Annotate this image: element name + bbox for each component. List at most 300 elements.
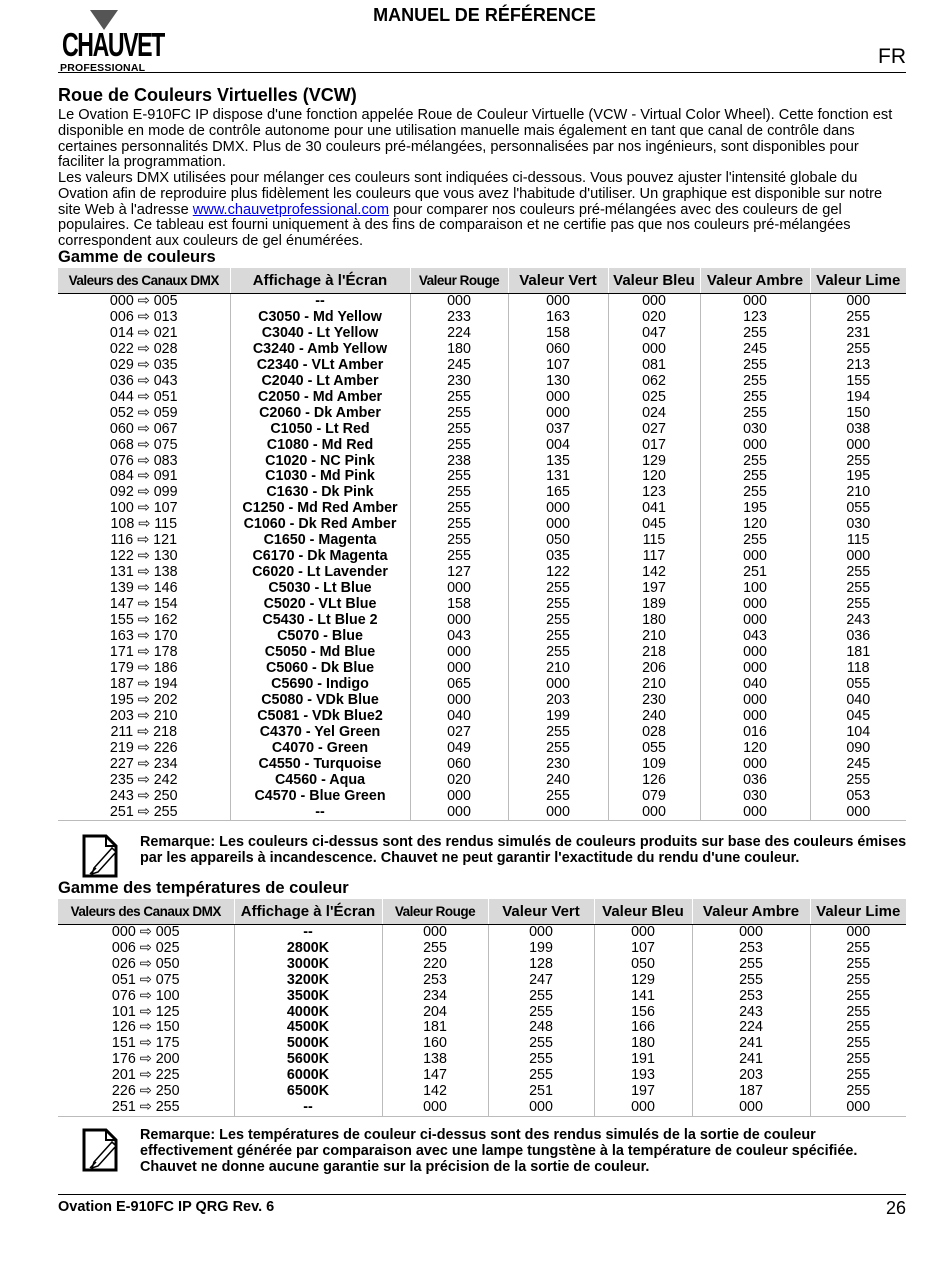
value-cell: 120 bbox=[700, 741, 810, 757]
display-name-cell: C5081 - VDk Blue2 bbox=[230, 709, 410, 725]
value-cell: 255 bbox=[410, 517, 508, 533]
value-cell: 255 bbox=[846, 596, 871, 613]
value-cell: 255 bbox=[410, 406, 508, 422]
display-name-cell: 4000K bbox=[234, 1005, 382, 1021]
value-cell: 000 bbox=[382, 925, 488, 941]
value-cell: 255 bbox=[846, 1003, 871, 1020]
value-cell: 255 bbox=[508, 597, 608, 613]
value-cell: 065 bbox=[410, 677, 508, 693]
temps-table bbox=[58, 899, 906, 1117]
table-row bbox=[58, 789, 906, 805]
dmx-range-cell: 151 ⇨ 175 bbox=[58, 1036, 234, 1052]
value-cell: 255 bbox=[846, 564, 871, 581]
value-cell: 163 bbox=[508, 310, 608, 326]
logo-text: CHAUVET bbox=[62, 26, 164, 63]
logo-subtitle: PROFESSIONAL bbox=[60, 62, 146, 74]
value-cell: 120 bbox=[700, 517, 810, 533]
value-cell: 130 bbox=[508, 374, 608, 390]
value-cell: 206 bbox=[608, 661, 700, 677]
value-cell: 115 bbox=[608, 533, 700, 549]
value-cell: 255 bbox=[846, 580, 871, 597]
value-cell: 255 bbox=[700, 469, 810, 485]
value-cell: 255 bbox=[508, 645, 608, 661]
value-cell: 040 bbox=[700, 677, 810, 693]
dmx-range-cell: 108 ⇨ 115 bbox=[58, 517, 230, 533]
table-row bbox=[58, 677, 906, 693]
website-link[interactable]: www.chauvetprofessional.com bbox=[192, 201, 390, 218]
value-cell: 062 bbox=[608, 374, 700, 390]
dmx-range-cell: 022 ⇨ 028 bbox=[58, 342, 230, 358]
note-pencil-icon bbox=[80, 834, 120, 878]
value-cell: 166 bbox=[594, 1020, 692, 1036]
value-cell: 000 bbox=[692, 925, 810, 941]
value-cell: 189 bbox=[608, 597, 700, 613]
value-cell: 000 bbox=[810, 1100, 906, 1116]
display-name-cell: C1020 - NC Pink bbox=[230, 454, 410, 470]
dmx-range-cell: 060 ⇨ 067 bbox=[58, 422, 230, 438]
value-cell: 218 bbox=[608, 645, 700, 661]
value-cell: 230 bbox=[508, 757, 608, 773]
value-cell: 040 bbox=[410, 709, 508, 725]
colors-table-body bbox=[58, 294, 906, 821]
value-cell: 255 bbox=[700, 406, 810, 422]
value-cell: 053 bbox=[846, 787, 871, 804]
value-cell: 255 bbox=[846, 1035, 871, 1052]
column-header: Affichage à l'Écran bbox=[230, 268, 410, 294]
value-cell: 158 bbox=[508, 326, 608, 342]
value-cell: 024 bbox=[608, 406, 700, 422]
table-row bbox=[58, 454, 906, 470]
display-name-cell: C1080 - Md Red bbox=[230, 438, 410, 454]
table-row bbox=[58, 757, 906, 773]
value-cell: 181 bbox=[382, 1020, 488, 1036]
value-cell: 197 bbox=[608, 581, 700, 597]
display-name-cell: C5030 - Lt Blue bbox=[230, 581, 410, 597]
column-header: Valeur Lime bbox=[810, 899, 906, 925]
value-cell: 204 bbox=[382, 1005, 488, 1021]
dmx-paragraph bbox=[58, 171, 908, 250]
table-row bbox=[58, 406, 906, 422]
value-cell: 180 bbox=[608, 613, 700, 629]
value-cell: 253 bbox=[692, 989, 810, 1005]
dmx-range-cell: 006 ⇨ 025 bbox=[58, 941, 234, 957]
table-row bbox=[58, 973, 906, 989]
value-cell: 203 bbox=[692, 1068, 810, 1084]
dmx-range-cell: 051 ⇨ 075 bbox=[58, 973, 234, 989]
value-cell: 224 bbox=[410, 326, 508, 342]
value-cell: 000 bbox=[410, 805, 508, 821]
column-header: Valeur Ambre bbox=[700, 268, 810, 294]
value-cell: 141 bbox=[594, 989, 692, 1005]
value-cell: 255 bbox=[846, 955, 871, 972]
value-cell: 079 bbox=[608, 789, 700, 805]
table-row bbox=[58, 645, 906, 661]
display-name-cell: C3240 - Amb Yellow bbox=[230, 342, 410, 358]
column-header: Valeur Bleu bbox=[608, 268, 700, 294]
value-cell: 030 bbox=[846, 516, 871, 533]
table-row bbox=[58, 422, 906, 438]
value-cell: 081 bbox=[608, 358, 700, 374]
dmx-range-cell: 076 ⇨ 100 bbox=[58, 989, 234, 1005]
value-cell: 155 bbox=[846, 372, 871, 389]
value-cell: 203 bbox=[508, 693, 608, 709]
display-name-cell: C6170 - Dk Magenta bbox=[230, 549, 410, 565]
value-cell: 000 bbox=[846, 548, 871, 565]
dmx-range-cell: 179 ⇨ 186 bbox=[58, 661, 230, 677]
value-cell: 255 bbox=[846, 1051, 871, 1068]
value-cell: 255 bbox=[700, 374, 810, 390]
value-cell: 126 bbox=[608, 773, 700, 789]
table-row bbox=[58, 1005, 906, 1021]
display-name-cell: C3050 - Md Yellow bbox=[230, 310, 410, 326]
value-cell: 255 bbox=[508, 629, 608, 645]
value-cell: 000 bbox=[608, 294, 700, 310]
value-cell: 220 bbox=[382, 957, 488, 973]
page-header-title: MANUEL DE RÉFÉRENCE bbox=[373, 5, 596, 25]
value-cell: 000 bbox=[488, 1100, 594, 1116]
page-number: 26 bbox=[885, 1198, 906, 1218]
dmx-range-cell: 176 ⇨ 200 bbox=[58, 1052, 234, 1068]
display-name-cell: 3500K bbox=[234, 989, 382, 1005]
temps-table-body bbox=[58, 925, 906, 1117]
value-cell: 142 bbox=[608, 565, 700, 581]
value-cell: 115 bbox=[846, 532, 870, 549]
value-cell: 255 bbox=[692, 973, 810, 989]
value-cell: 255 bbox=[410, 533, 508, 549]
column-header: Valeur Ambre bbox=[692, 899, 810, 925]
value-cell: 147 bbox=[382, 1068, 488, 1084]
value-cell: 199 bbox=[508, 709, 608, 725]
value-cell: 004 bbox=[508, 438, 608, 454]
display-name-cell: 6500K bbox=[234, 1084, 382, 1100]
value-cell: 255 bbox=[410, 438, 508, 454]
column-header: Valeurs des Canaux DMX bbox=[58, 268, 230, 294]
value-cell: 000 bbox=[410, 581, 508, 597]
dmx-paragraph-text-end: pour comparer nos couleurs pré-mélangées avec des couleurs de gel populaires. Ce tableau est fourni uniquement à des fins de comparaison et ne certifie pas que nos couleurs pré-mélangées correspondent aux couleurs de gel énumérées. bbox=[58, 201, 851, 250]
value-cell: 017 bbox=[608, 438, 700, 454]
value-cell: 251 bbox=[488, 1084, 594, 1100]
display-name-cell: C5060 - Dk Blue bbox=[230, 661, 410, 677]
value-cell: 230 bbox=[410, 374, 508, 390]
value-cell: 104 bbox=[846, 723, 871, 740]
value-cell: 240 bbox=[508, 773, 608, 789]
value-cell: 241 bbox=[692, 1036, 810, 1052]
value-cell: 255 bbox=[700, 326, 810, 342]
dmx-range-cell: 101 ⇨ 125 bbox=[58, 1005, 234, 1021]
header-divider bbox=[58, 72, 906, 73]
dmx-range-cell: 084 ⇨ 091 bbox=[58, 469, 230, 485]
dmx-range-cell: 014 ⇨ 021 bbox=[58, 326, 230, 342]
display-name-cell: C1060 - Dk Red Amber bbox=[230, 517, 410, 533]
value-cell: 129 bbox=[594, 973, 692, 989]
note-1-text: Remarque: Les couleurs ci-dessus sont des rendus simulés de couleurs produits sur base des couleurs émises par les appareils à incandescence. Chauvet ne peut garantir l'exactitude du rendu d'une couleur. bbox=[140, 834, 907, 866]
display-name-cell: C5080 - VDk Blue bbox=[230, 693, 410, 709]
dmx-range-cell: 116 ⇨ 121 bbox=[58, 533, 230, 549]
value-cell: 000 bbox=[382, 1100, 488, 1116]
value-cell: 253 bbox=[382, 973, 488, 989]
table-row bbox=[58, 549, 906, 565]
value-cell: 245 bbox=[700, 342, 810, 358]
display-name-cell: C2040 - Lt Amber bbox=[230, 374, 410, 390]
value-cell: 213 bbox=[846, 356, 871, 373]
table-row bbox=[58, 805, 906, 821]
column-header: Valeur Bleu bbox=[594, 899, 692, 925]
value-cell: 123 bbox=[608, 485, 700, 501]
dmx-range-cell: 211 ⇨ 218 bbox=[58, 725, 230, 741]
value-cell: 000 bbox=[508, 390, 608, 406]
value-cell: 255 bbox=[410, 485, 508, 501]
dmx-paragraph-text: Les valeurs DMX utilisées pour mélanger ces couleurs sont indiquées ci-dessous. Vous pouvez ajuster l'intensité globale du Ovation afin de reproduire plus fidèlement les couleurs que vous avez l'habitude d'utiliser. Un graphique est disponible sur notre site Web à l'adresse bbox=[58, 170, 883, 218]
value-cell: 255 bbox=[700, 485, 810, 501]
table-row bbox=[58, 941, 906, 957]
value-cell: 020 bbox=[410, 773, 508, 789]
table-row bbox=[58, 310, 906, 326]
dmx-range-cell: 187 ⇨ 194 bbox=[58, 677, 230, 693]
value-cell: 100 bbox=[700, 581, 810, 597]
value-cell: 230 bbox=[608, 693, 700, 709]
note-2-text: Remarque: Les températures de couleur ci-dessus sont des rendus simulés de la sortie de couleur effectivement générée par comparaison avec une lampe tungstène à la température de couleur spécifiée. Chauvet ne donne aucune garantie sur la précision de la sortie de couleur. bbox=[140, 1127, 858, 1175]
value-cell: 165 bbox=[508, 485, 608, 501]
table-row bbox=[58, 925, 906, 941]
value-cell: 194 bbox=[846, 388, 871, 405]
value-cell: 255 bbox=[488, 1068, 594, 1084]
value-cell: 000 bbox=[700, 294, 810, 310]
value-cell: 035 bbox=[508, 549, 608, 565]
value-cell: 181 bbox=[846, 643, 871, 660]
table-row bbox=[58, 773, 906, 789]
display-name-cell: -- bbox=[234, 1100, 382, 1116]
table-row bbox=[58, 957, 906, 973]
dmx-range-cell: 126 ⇨ 150 bbox=[58, 1020, 234, 1036]
display-name-cell: C2060 - Dk Amber bbox=[230, 406, 410, 422]
value-cell: 210 bbox=[508, 661, 608, 677]
value-cell: 158 bbox=[410, 597, 508, 613]
value-cell: 000 bbox=[700, 805, 810, 821]
display-name-cell: C5050 - Md Blue bbox=[230, 645, 410, 661]
display-name-cell: 2800K bbox=[234, 941, 382, 957]
value-cell: 180 bbox=[410, 342, 508, 358]
value-cell: 255 bbox=[410, 501, 508, 517]
dmx-range-cell: 036 ⇨ 043 bbox=[58, 374, 230, 390]
table-row bbox=[58, 342, 906, 358]
value-cell: 210 bbox=[846, 484, 871, 501]
value-cell: 238 bbox=[410, 454, 508, 470]
temps-table-header bbox=[58, 899, 906, 925]
table-row bbox=[58, 693, 906, 709]
column-header: Valeur Vert bbox=[508, 268, 608, 294]
value-cell: 255 bbox=[508, 581, 608, 597]
value-cell: 036 bbox=[700, 773, 810, 789]
value-cell: 255 bbox=[846, 340, 871, 357]
value-cell: 199 bbox=[488, 941, 594, 957]
value-cell: 255 bbox=[410, 549, 508, 565]
table-row bbox=[58, 597, 906, 613]
value-cell: 000 bbox=[700, 438, 810, 454]
section-title: Roue de Couleurs Virtuelles (VCW) bbox=[58, 85, 357, 105]
column-header: Valeur Vert bbox=[488, 899, 594, 925]
value-cell: 000 bbox=[700, 757, 810, 773]
display-name-cell: 3200K bbox=[234, 973, 382, 989]
value-cell: 000 bbox=[700, 613, 810, 629]
display-name-cell: -- bbox=[230, 805, 410, 821]
value-cell: 038 bbox=[846, 420, 871, 437]
table-row bbox=[58, 358, 906, 374]
table-row bbox=[58, 501, 906, 517]
value-cell: 055 bbox=[608, 741, 700, 757]
value-cell: 090 bbox=[846, 739, 871, 756]
value-cell: 255 bbox=[508, 741, 608, 757]
intro-paragraph: Le Ovation E-910FC IP dispose d'une fonction appelée Roue de Couleur Virtuelle (VCW - Virtual Color Wheel). Cette fonction est disponible en mode de contrôle autonome pour une utilisation manuelle mais également en tant que canal de contrôle dans certaines personnalités DMX. Plus de 30 couleurs pré-mélangées, personnalisées par nos ingénieurs, sont disponibles pour faciliter la programmation. bbox=[58, 107, 893, 171]
dmx-range-cell: 026 ⇨ 050 bbox=[58, 957, 234, 973]
dmx-range-cell: 006 ⇨ 013 bbox=[58, 310, 230, 326]
dmx-range-cell: 171 ⇨ 178 bbox=[58, 645, 230, 661]
value-cell: 000 bbox=[692, 1100, 810, 1116]
language-code: FR bbox=[878, 45, 906, 68]
display-name-cell: 5000K bbox=[234, 1036, 382, 1052]
value-cell: 000 bbox=[810, 805, 906, 821]
display-name-cell: -- bbox=[230, 294, 410, 310]
value-cell: 045 bbox=[608, 517, 700, 533]
dmx-range-cell: 251 ⇨ 255 bbox=[58, 1100, 234, 1116]
value-cell: 255 bbox=[508, 789, 608, 805]
value-cell: 000 bbox=[488, 925, 594, 941]
dmx-range-cell: 029 ⇨ 035 bbox=[58, 358, 230, 374]
value-cell: 000 bbox=[410, 789, 508, 805]
table-row bbox=[58, 741, 906, 757]
value-cell: 150 bbox=[846, 404, 871, 421]
display-name-cell: C1030 - Md Pink bbox=[230, 469, 410, 485]
value-cell: 247 bbox=[488, 973, 594, 989]
table-row bbox=[58, 485, 906, 501]
value-cell: 000 bbox=[508, 501, 608, 517]
value-cell: 020 bbox=[608, 310, 700, 326]
table-row bbox=[58, 517, 906, 533]
value-cell: 255 bbox=[508, 613, 608, 629]
display-name-cell: C2050 - Md Amber bbox=[230, 390, 410, 406]
value-cell: 255 bbox=[410, 469, 508, 485]
value-cell: 255 bbox=[846, 987, 871, 1004]
table-row bbox=[58, 709, 906, 725]
column-header: Valeurs des Canaux DMX bbox=[58, 899, 234, 925]
value-cell: 135 bbox=[508, 454, 608, 470]
table-row bbox=[58, 374, 906, 390]
footer-divider bbox=[58, 1194, 906, 1195]
display-name-cell: C5690 - Indigo bbox=[230, 677, 410, 693]
value-cell: 000 bbox=[508, 294, 608, 310]
table-row bbox=[58, 725, 906, 741]
value-cell: 241 bbox=[692, 1052, 810, 1068]
dmx-range-cell: 000 ⇨ 005 bbox=[58, 294, 230, 310]
value-cell: 195 bbox=[846, 468, 871, 485]
value-cell: 251 bbox=[700, 565, 810, 581]
value-cell: 028 bbox=[608, 725, 700, 741]
table-row bbox=[58, 469, 906, 485]
table-row bbox=[58, 581, 906, 597]
colors-table bbox=[58, 268, 906, 821]
value-cell: 107 bbox=[508, 358, 608, 374]
display-name-cell: C1650 - Magenta bbox=[230, 533, 410, 549]
value-cell: 231 bbox=[846, 324, 871, 341]
display-name-cell: C4070 - Green bbox=[230, 741, 410, 757]
display-name-cell: 4500K bbox=[234, 1020, 382, 1036]
value-cell: 050 bbox=[594, 957, 692, 973]
value-cell: 127 bbox=[410, 565, 508, 581]
colors-table-title: Gamme de couleurs bbox=[58, 248, 216, 266]
table-row bbox=[58, 1036, 906, 1052]
display-name-cell: C4370 - Yel Green bbox=[230, 725, 410, 741]
value-cell: 255 bbox=[846, 939, 871, 956]
value-cell: 000 bbox=[410, 693, 508, 709]
dmx-range-cell: 122 ⇨ 130 bbox=[58, 549, 230, 565]
table-row bbox=[58, 533, 906, 549]
temps-table-title: Gamme des températures de couleur bbox=[58, 879, 349, 897]
value-cell: 000 bbox=[594, 1100, 692, 1116]
display-name-cell: C5430 - Lt Blue 2 bbox=[230, 613, 410, 629]
table-row bbox=[58, 661, 906, 677]
display-name-cell: C3040 - Lt Yellow bbox=[230, 326, 410, 342]
column-header: Affichage à l'Écran bbox=[234, 899, 382, 925]
value-cell: 000 bbox=[700, 549, 810, 565]
value-cell: 000 bbox=[700, 709, 810, 725]
dmx-range-cell: 163 ⇨ 170 bbox=[58, 629, 230, 645]
dmx-range-cell: 139 ⇨ 146 bbox=[58, 581, 230, 597]
value-cell: 253 bbox=[692, 941, 810, 957]
value-cell: 240 bbox=[608, 709, 700, 725]
display-name-cell: C1050 - Lt Red bbox=[230, 422, 410, 438]
value-cell: 000 bbox=[410, 645, 508, 661]
dmx-range-cell: 227 ⇨ 234 bbox=[58, 757, 230, 773]
value-cell: 131 bbox=[508, 469, 608, 485]
dmx-range-cell: 100 ⇨ 107 bbox=[58, 501, 230, 517]
value-cell: 160 bbox=[382, 1036, 488, 1052]
display-name-cell: C1250 - Md Red Amber bbox=[230, 501, 410, 517]
value-cell: 210 bbox=[608, 677, 700, 693]
dmx-range-cell: 044 ⇨ 051 bbox=[58, 390, 230, 406]
value-cell: 036 bbox=[846, 628, 871, 645]
dmx-range-cell: 235 ⇨ 242 bbox=[58, 773, 230, 789]
value-cell: 109 bbox=[608, 757, 700, 773]
dmx-range-cell: 219 ⇨ 226 bbox=[58, 741, 230, 757]
value-cell: 000 bbox=[846, 924, 871, 940]
table-row bbox=[58, 326, 906, 342]
value-cell: 043 bbox=[410, 629, 508, 645]
dmx-range-cell: 155 ⇨ 162 bbox=[58, 613, 230, 629]
table-row bbox=[58, 438, 906, 454]
value-cell: 255 bbox=[700, 454, 810, 470]
value-cell: 255 bbox=[700, 358, 810, 374]
value-cell: 156 bbox=[594, 1005, 692, 1021]
display-name-cell: C5070 - Blue bbox=[230, 629, 410, 645]
value-cell: 000 bbox=[700, 661, 810, 677]
table-row bbox=[58, 1084, 906, 1100]
value-cell: 128 bbox=[488, 957, 594, 973]
value-cell: 255 bbox=[410, 422, 508, 438]
display-name-cell: 3000K bbox=[234, 957, 382, 973]
dmx-range-cell: 076 ⇨ 083 bbox=[58, 454, 230, 470]
display-name-cell: C2340 - VLt Amber bbox=[230, 358, 410, 374]
value-cell: 195 bbox=[700, 501, 810, 517]
value-cell: 197 bbox=[594, 1084, 692, 1100]
table-row bbox=[58, 294, 906, 310]
value-cell: 187 bbox=[692, 1084, 810, 1100]
value-cell: 255 bbox=[846, 452, 871, 469]
value-cell: 255 bbox=[846, 771, 871, 788]
value-cell: 180 bbox=[594, 1036, 692, 1052]
display-name-cell: C1630 - Dk Pink bbox=[230, 485, 410, 501]
dmx-range-cell: 092 ⇨ 099 bbox=[58, 485, 230, 501]
value-cell: 245 bbox=[846, 755, 871, 772]
document-reference: Ovation E-910FC IP QRG Rev. 6 bbox=[58, 1199, 275, 1215]
